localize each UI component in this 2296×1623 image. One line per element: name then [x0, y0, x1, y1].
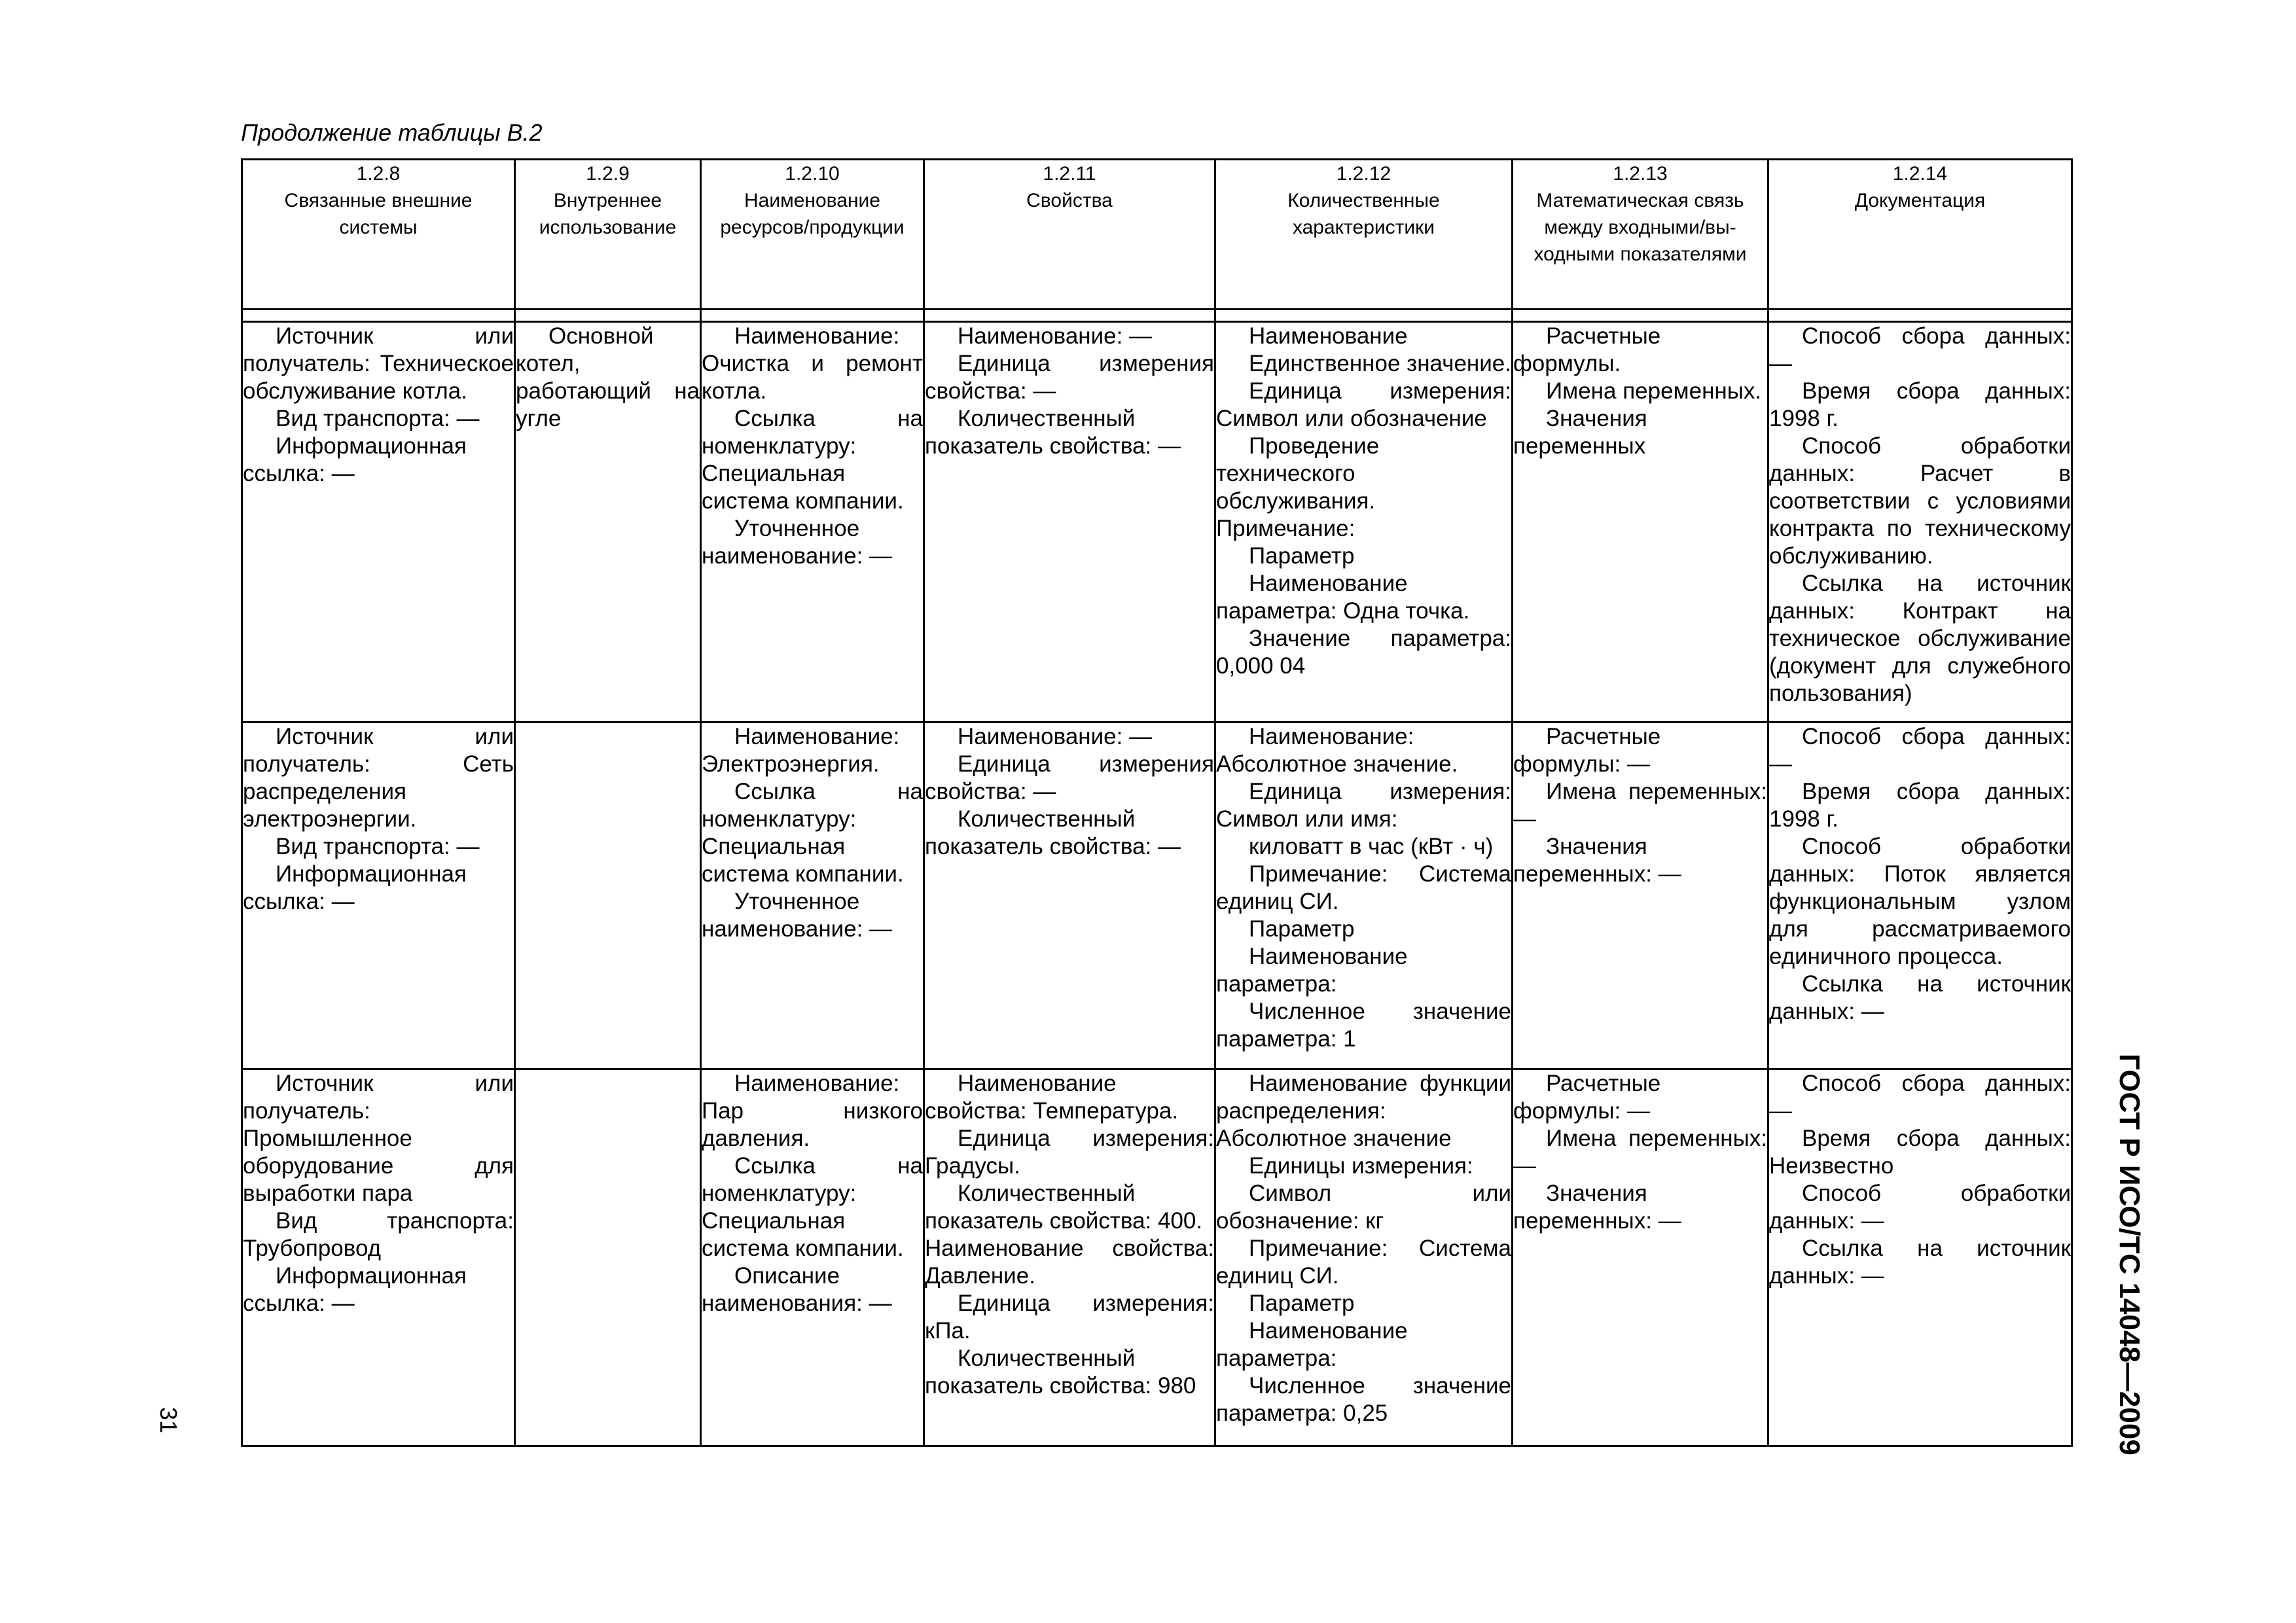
cell-quantitative: Наименование функции распределения: Абсолютное значение Единицы измерения: Символ или обозначение: кг Примечание: Система единиц СИ. Параметр Наименование параметра: Численное значение параметра: 0,25: [1215, 1069, 1513, 1446]
cell-properties: Наименование: — Единица измерения свойства: — Количественный показатель свойства: —: [924, 322, 1215, 722]
table-row: [242, 1069, 2072, 1446]
cell-quantitative: Наименование: Абсолютное значение. Единица измерения: Символ или имя: киловатт в час (кВт · ч) Примечание: Система единиц СИ. Параметр Наименование параметра: Численное значение параметра: 1: [1215, 722, 1513, 1069]
document-standard-title: ГОСТ Р ИСО/ТС 14048—2009: [2113, 1054, 2145, 1455]
cell-related-systems: Источник или получатель: Промышленное оборудование для выработки пара Вид транспорта: Трубопровод Информационная ссылка: —: [242, 1069, 515, 1446]
page-number: 31: [155, 1407, 182, 1434]
table-row: [242, 322, 2072, 722]
col-header-1-2-14: 1.2.14 Документация: [1768, 160, 2072, 310]
header-separator-row: [242, 310, 2072, 322]
col-header-1-2-11: 1.2.11 Свойства: [924, 160, 1215, 310]
cell-documentation: Способ сбора данных: — Время сбора данных: 1998 г. Способ обработки данных: Расчет в соответствии с условиями контракта по техническому обслуживанию. Ссылка на источник данных: Контракт на техническое обслуживание (документ для служебного пользования): [1768, 322, 2072, 722]
cell-resource-name: Наименование: Пар низкого давления. Ссылка на номенклатуру: Специальная система компании. Описание наименования: —: [701, 1069, 924, 1446]
cell-properties: Наименование свойства: Температура. Единица измерения: Градусы. Количественный показатель свойства: 400. Наименование свойства: Давление. Единица измерения: кПа. Количественный показатель свойства: 980: [924, 1069, 1215, 1446]
col-header-1-2-12: 1.2.12 Количественные характеристики: [1215, 160, 1513, 310]
col-header-1-2-9: 1.2.9 Внутреннее использование: [515, 160, 701, 310]
table-row: [242, 722, 2072, 1069]
cell-internal-use: [515, 722, 701, 1069]
cell-related-systems: Источник или получатель: Сеть распределения электроэнергии. Вид транспорта: — Информационная ссылка: —: [242, 722, 515, 1069]
col-header-1-2-10: 1.2.10 Наименование ресурсов/продукции: [701, 160, 924, 310]
data-table: [241, 158, 2073, 1447]
cell-math-relation: Расчетные формулы: — Имена переменных: — Значения переменных: —: [1513, 1069, 1768, 1446]
header-row: [242, 160, 2072, 310]
col-header-1-2-8: 1.2.8 Связанные внешние системы: [242, 160, 515, 310]
cell-documentation: Способ сбора данных: — Время сбора данных: 1998 г. Способ обработки данных: Поток является функциональным узлом для рассматриваемого единичного процесса. Ссылка на источник данных: —: [1768, 722, 2072, 1069]
cell-math-relation: Расчетные формулы: — Имена переменных: — Значения переменных: —: [1513, 722, 1768, 1069]
cell-related-systems: Источник или получатель: Техническое обслуживание котла. Вид транспорта: — Информационная ссылка: —: [242, 322, 515, 722]
cell-resource-name: Наименование: Очистка и ремонт котла. Ссылка на номенклатуру: Специальная система компании. Уточненное наименование: —: [701, 322, 924, 722]
cell-quantitative: Наименование Единственное значение. Единица измерения: Символ или обозначение Проведение технического обслуживания. Примечание: Параметр Наименование параметра: Одна точка. Значение параметра: 0,000 04: [1215, 322, 1513, 722]
col-header-1-2-13: 1.2.13 Математическая связь между входными/вы- ходными показателями: [1513, 160, 1768, 310]
cell-properties: Наименование: — Единица измерения свойства: — Количественный показатель свойства: —: [924, 722, 1215, 1069]
cell-resource-name: Наименование: Электроэнергия. Ссылка на номенклатуру: Специальная система компании. Уточненное наименование: —: [701, 722, 924, 1069]
cell-math-relation: Расчетные формулы. Имена переменных. Значения переменных: [1513, 322, 1768, 722]
table-caption: Продолжение таблицы В.2: [241, 119, 543, 146]
cell-documentation: Способ сбора данных: — Время сбора данных: Неизвестно Способ обработки данных: — Ссылка на источник данных: —: [1768, 1069, 2072, 1446]
cell-internal-use: [515, 1069, 701, 1446]
table-body: [242, 322, 2072, 1446]
cell-internal-use: Основной котел, работающий на угле: [515, 322, 701, 722]
